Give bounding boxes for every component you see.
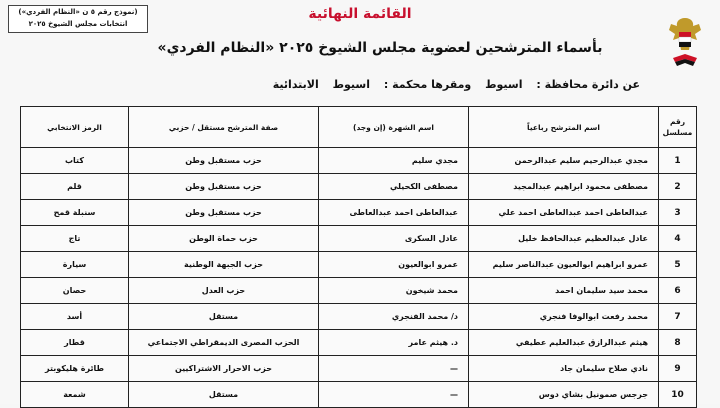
table-row xyxy=(21,226,697,252)
cell-name: عبدالعاطى احمد عبدالعاطى احمد علي xyxy=(469,200,659,226)
header-nickname: اسم الشهرة (إن وجد) xyxy=(319,107,469,148)
cell-nickname: — xyxy=(319,382,469,408)
table-row xyxy=(21,174,697,200)
cell-symbol: تاج xyxy=(21,226,129,252)
cell-name: نادي صلاح سليمان جاد xyxy=(469,356,659,382)
district-value-court-type: الابتدائية xyxy=(272,78,319,91)
cell-symbol: شمعة xyxy=(21,382,129,408)
page-headline: بأسماء المترشحين لعضوية مجلس الشيوخ ٢٠٢٥ «النظام الفردي» xyxy=(157,40,603,56)
table-row xyxy=(21,304,697,330)
cell-serial: 10 xyxy=(659,382,697,408)
cell-affiliation: الحزب المصرى الديمقراطي الاجتماعي xyxy=(129,330,319,356)
cell-affiliation: حزب الاحرار الاشتراكيين xyxy=(129,356,319,382)
cell-name: هيثم عبدالرازق عبدالعليم عطيفي xyxy=(469,330,659,356)
cell-symbol: أسد xyxy=(21,304,129,330)
table-row xyxy=(21,252,697,278)
cell-nickname: د. هيثم عامر xyxy=(319,330,469,356)
form-number-line: (نموذج رقم ٥ ن «النظام الفردي») xyxy=(18,8,138,16)
cell-nickname: عمرو ابوالعيون xyxy=(319,252,469,278)
cell-affiliation: حزب مستقبل وطن xyxy=(129,148,319,174)
table-row xyxy=(21,278,697,304)
cell-nickname: محمد شيخون xyxy=(319,278,469,304)
cell-affiliation: حزب حماة الوطن xyxy=(129,226,319,252)
cell-affiliation: حزب الجبهة الوطنية xyxy=(129,252,319,278)
cell-symbol: سنبلة قمح xyxy=(21,200,129,226)
cell-name: محمد رفعت ابوالوفا فنجري xyxy=(469,304,659,330)
cell-serial: 5 xyxy=(659,252,697,278)
cell-affiliation: حزب العدل xyxy=(129,278,319,304)
table-row xyxy=(21,356,697,382)
cell-serial: 1 xyxy=(659,148,697,174)
district-value-governorate: اسيوط xyxy=(485,78,523,91)
table-header-row xyxy=(21,107,697,148)
header-affiliation: صفة المترشح مستقل / حزبي xyxy=(129,107,319,148)
cell-name: مصطفى محمود ابراهيم عبدالمجيد xyxy=(469,174,659,200)
cell-name: عمرو ابراهيم ابوالعيون عبدالناصر سليم xyxy=(469,252,659,278)
district-label-governorate: عن دائرة محافظة : xyxy=(536,78,640,91)
header-symbol: الرمز الانتخابي xyxy=(21,107,129,148)
district-value-court: اسيوط xyxy=(332,78,371,91)
cell-nickname: عادل السكرى xyxy=(319,226,469,252)
table-row xyxy=(21,330,697,356)
cell-name: محمد سيد سليمان احمد xyxy=(469,278,659,304)
cell-affiliation: حزب مستقبل وطن xyxy=(129,200,319,226)
cell-affiliation: حزب مستقبل وطن xyxy=(129,174,319,200)
cell-serial: 3 xyxy=(659,200,697,226)
cell-serial: 7 xyxy=(659,304,697,330)
cell-symbol: كتاب xyxy=(21,148,129,174)
cell-nickname: مصطفى الكحيلي xyxy=(319,174,469,200)
table-row xyxy=(21,200,697,226)
cell-affiliation: مستقل xyxy=(129,304,319,330)
cell-name: جرجس صمونيل بشاي دوس xyxy=(469,382,659,408)
cell-symbol: قلم xyxy=(21,174,129,200)
header-name: اسم المترشح رباعياً xyxy=(469,107,659,148)
form-election-line: انتخابات مجلس الشيوخ ٢٠٢٥ xyxy=(28,20,128,28)
cell-serial: 6 xyxy=(659,278,697,304)
cell-serial: 2 xyxy=(659,174,697,200)
cell-symbol: حصان xyxy=(21,278,129,304)
cell-nickname: عبدالعاطى احمد عبدالعاطى xyxy=(319,200,469,226)
cell-serial: 8 xyxy=(659,330,697,356)
cell-nickname: — xyxy=(319,356,469,382)
cell-nickname: د/ محمد الفنجري xyxy=(319,304,469,330)
cell-symbol: قطار xyxy=(21,330,129,356)
cell-name: مجدي عبدالرحيم سليم عبدالرحمن xyxy=(469,148,659,174)
cell-serial: 4 xyxy=(659,226,697,252)
cell-affiliation: مستقل xyxy=(129,382,319,408)
cell-symbol: سيارة xyxy=(21,252,129,278)
district-label-court: ومقرها محكمة : xyxy=(383,78,472,91)
table-row xyxy=(21,148,697,174)
cell-serial: 9 xyxy=(659,356,697,382)
final-list-title: القائمة النهائية xyxy=(308,6,412,22)
cell-symbol: طائرة هليكوبتر xyxy=(21,356,129,382)
cell-name: عادل عبدالعظيم عبدالحافظ خليل xyxy=(469,226,659,252)
district-line xyxy=(263,78,640,91)
candidates-table xyxy=(20,106,697,408)
header-serial: رقم مسلسل xyxy=(659,107,697,148)
cell-nickname: مجدي سليم xyxy=(319,148,469,174)
